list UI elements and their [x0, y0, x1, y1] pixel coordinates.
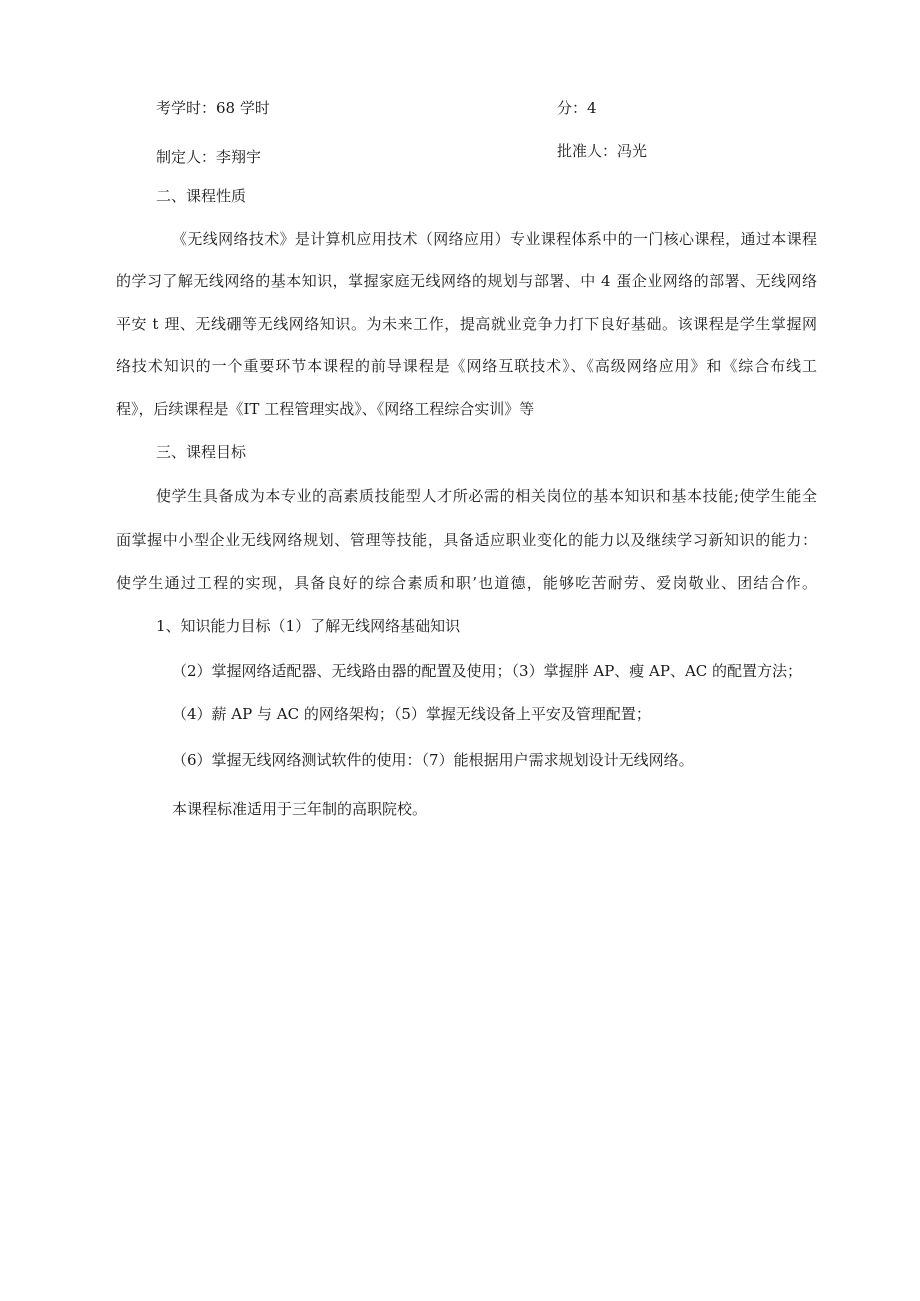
- section-title-course-goals: 三、课程目标: [156, 443, 247, 461]
- section-title-course-nature: 二、课程性质: [156, 187, 247, 205]
- nature-paragraph-line: 络技术知识的一个重要环节本课程的前导课程是《网络互联技术》、《高级网络应用》和《综合布线工: [116, 357, 818, 375]
- nature-paragraph-line: 《无线网络技术》是计算机应用技术（网络应用）专业课程体系中的一门核心课程，通过本课程: [172, 230, 818, 248]
- course-author: 制定人：李翔宇: [156, 148, 262, 166]
- goals-paragraph-line: 面掌握中小型企业无线网络规划、管理等技能，具备适应职业变化的能力以及继续学习新知识的能力：: [116, 531, 818, 549]
- goals-paragraph-line: 使学生具备成为本专业的高素质技能型人才所必需的相关岗位的基本知识和基本技能;使学生能全: [156, 487, 818, 505]
- nature-paragraph-line: 平安 t 理、无线硼等无线网络知识。为未来工作，提高就业竞争力打下良好基础。该课程是学生掌握网: [116, 315, 818, 333]
- goal-item: （6）掌握无线网络测试软件的使用：（7）能根据用户需求规划设计无线网络。: [172, 751, 694, 769]
- goal-item: （2）掌握网络适配器、无线路由器的配置及使用；（3）掌握胖 AP、瘦 AP、AC 的配置方法；: [172, 662, 803, 680]
- knowledge-goal-heading: 1、知识能力目标（1）了解无线网络基础知识: [156, 617, 461, 635]
- goals-paragraph-line: 使学生通过工程的实现，具备良好的综合素质和职’也道德，能够吃苦耐劳、爱岗敬业、团结合作。: [116, 574, 819, 592]
- scope-statement: 本课程标准适用于三年制的高职院校。: [172, 800, 428, 818]
- nature-paragraph-line: 的学习了解无线网络的基本知识，掌握家庭无线网络的规划与部署、中 4 蛋企业网络的部署、无线网络: [116, 272, 818, 290]
- goal-item: （4）薪 AP 与 AC 的网络架构；（5）掌握无线设备上平安及管理配置；: [172, 705, 651, 723]
- course-approver: 批准人：冯光: [557, 142, 648, 160]
- course-hours: 考学时：68 学时: [156, 99, 270, 117]
- nature-paragraph-line: 程》，后续课程是《IT 工程管理实战》、《网络工程综合实训》等: [116, 400, 535, 418]
- course-credits: 分：4: [557, 99, 597, 117]
